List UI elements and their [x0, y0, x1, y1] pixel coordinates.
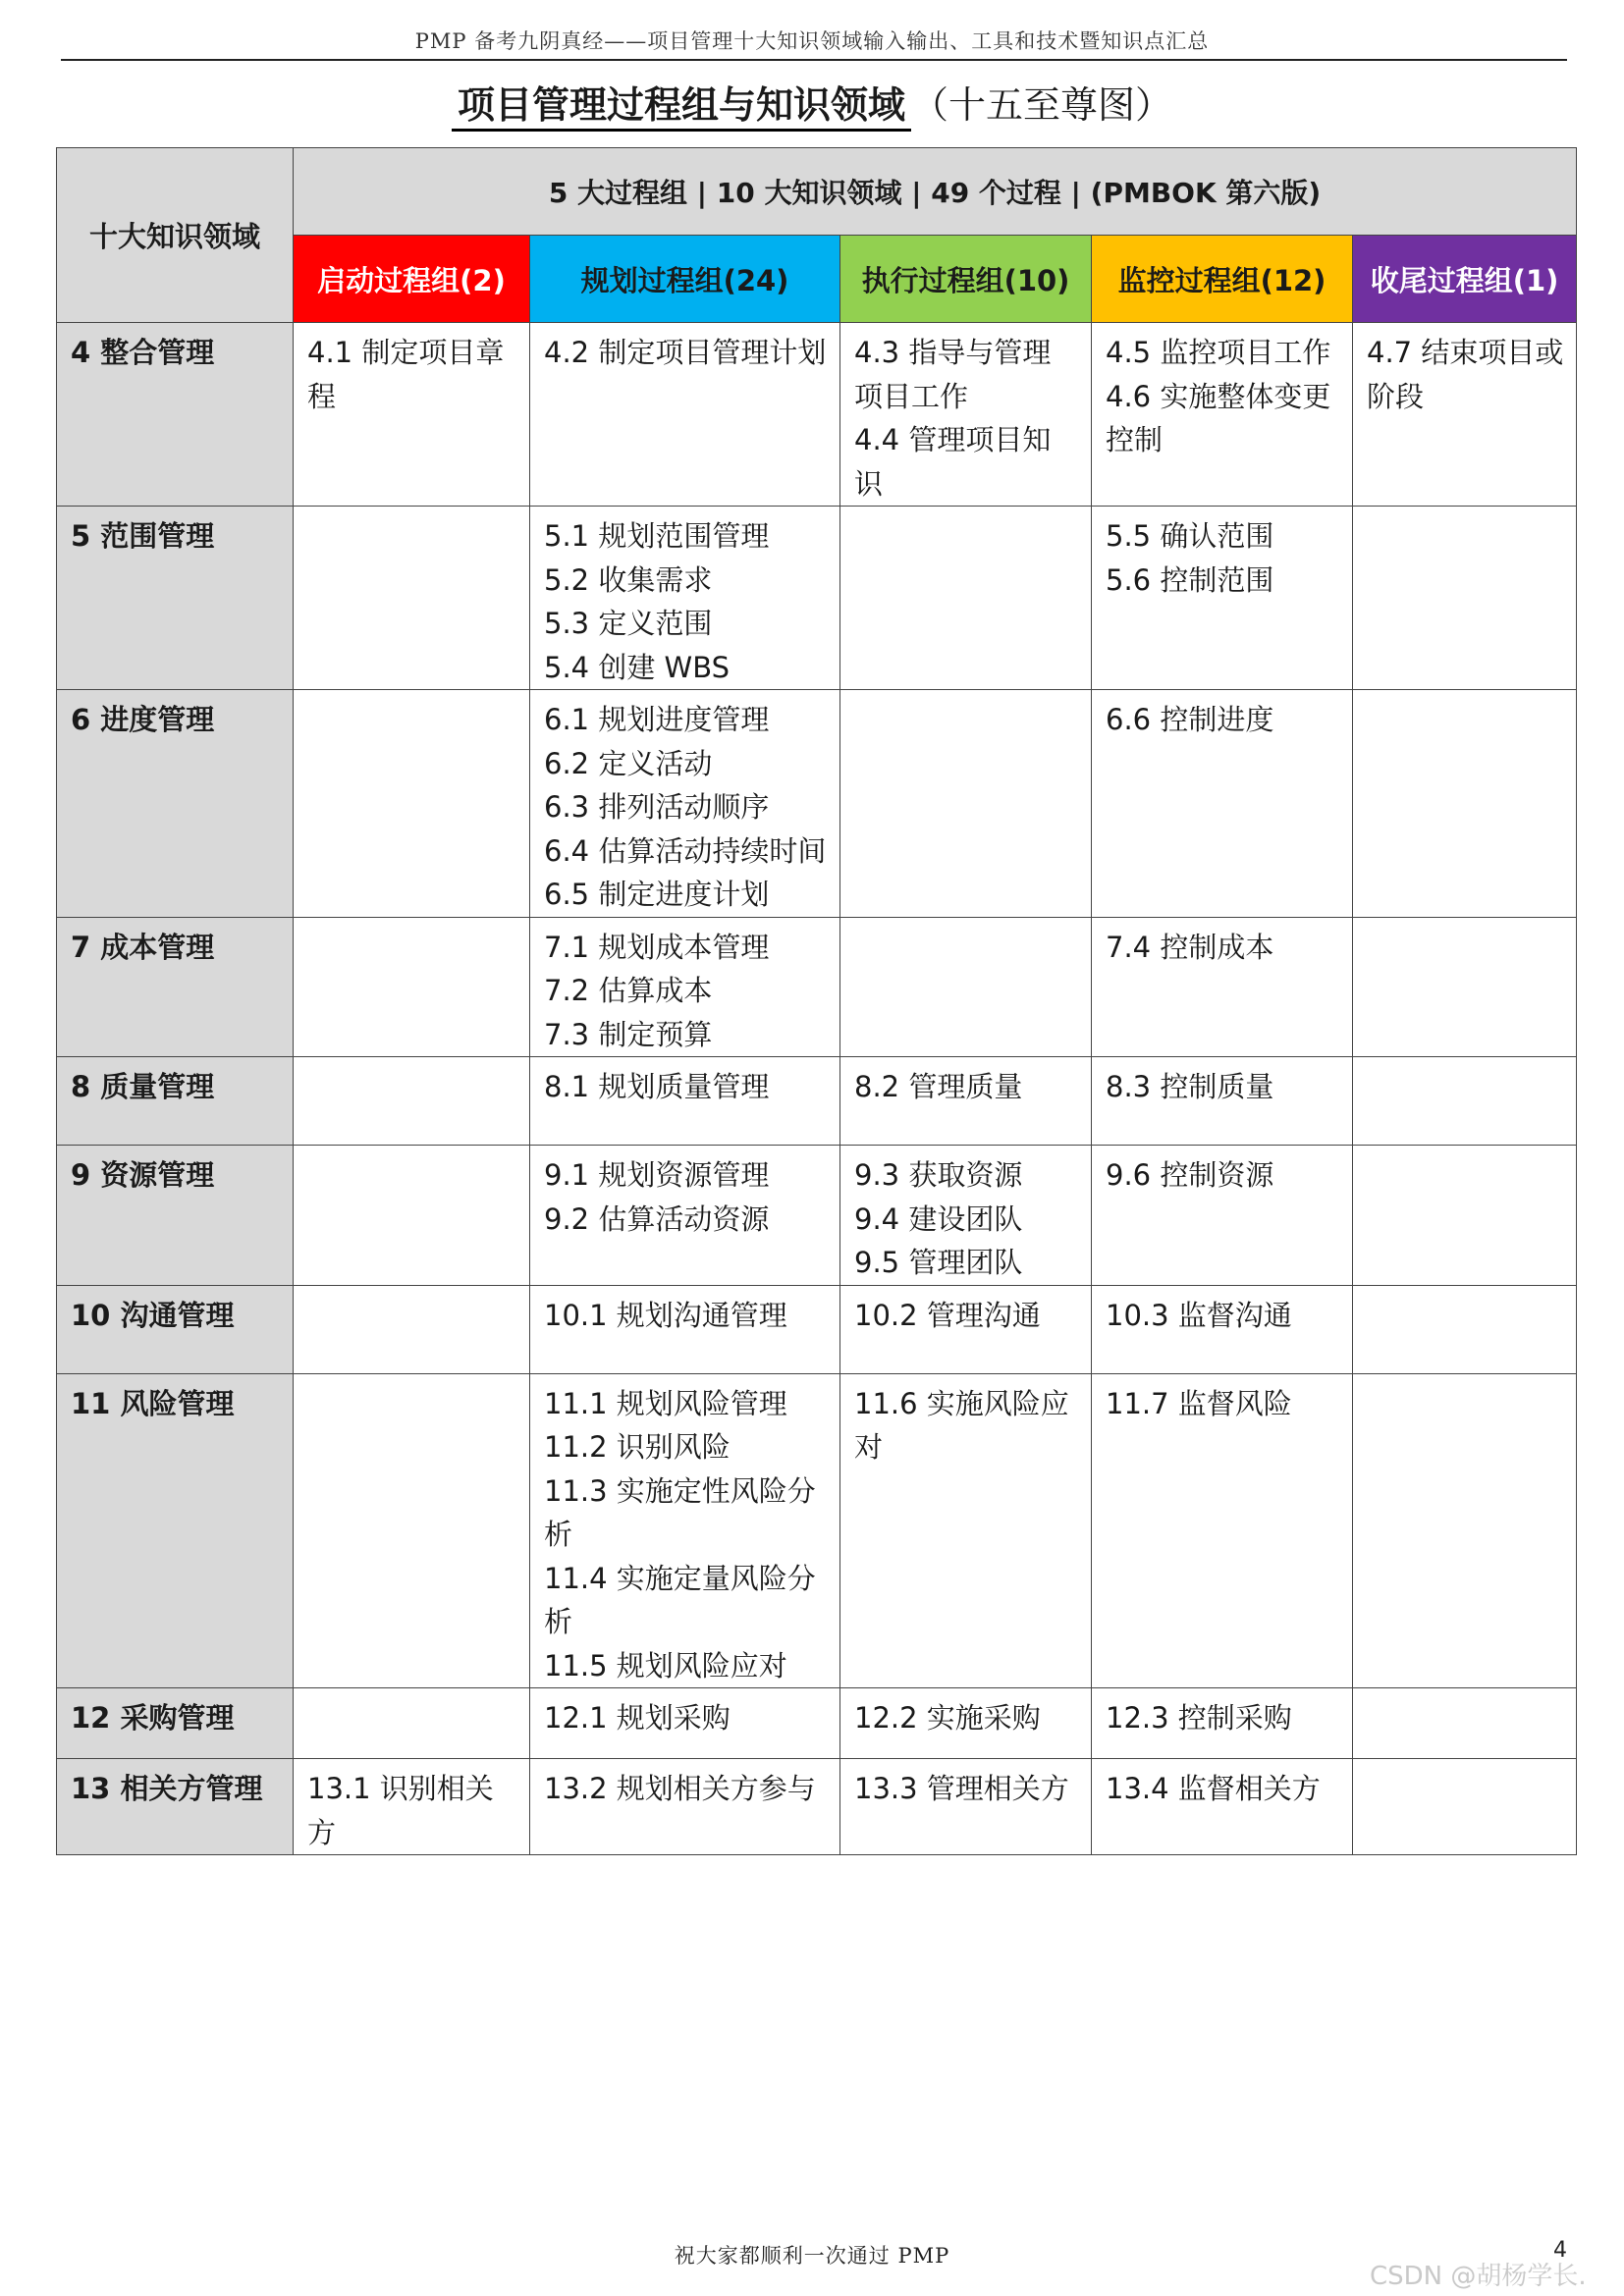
process-list	[840, 1146, 1091, 1285]
process-item: 7.1 规划成本管理	[544, 930, 770, 964]
process-item: 8.1 规划质量管理	[544, 1070, 770, 1103]
table-row	[57, 1057, 1577, 1146]
table-summary: 5 大过程组 | 10 大知识领域 | 49 个过程 | (PMBOK 第六版)	[294, 148, 1577, 236]
process-cell	[840, 1688, 1092, 1759]
process-item: 6.2 定义活动	[544, 746, 713, 780]
process-item: 13.3 管理相关方	[854, 1772, 1069, 1805]
process-item: 9.2 估算活动资源	[544, 1201, 770, 1236]
table-row	[57, 507, 1577, 690]
table-row	[57, 1759, 1577, 1855]
process-cell	[840, 1057, 1092, 1146]
process-item: 11.7 监督风险	[1106, 1386, 1292, 1420]
process-list	[840, 1286, 1091, 1338]
process-list	[530, 1146, 839, 1241]
process-item: 9.4 建设团队	[854, 1201, 1023, 1236]
process-item: 11.3 实施定性风险分析	[544, 1473, 816, 1551]
process-cell	[1353, 507, 1577, 690]
title-main: 项目管理过程组与知识领域	[452, 83, 911, 132]
process-cell	[1353, 917, 1577, 1057]
process-item: 10.1 规划沟通管理	[544, 1298, 787, 1332]
knowledge-area-name: 8 质量管理	[71, 1070, 215, 1103]
process-cell	[294, 1759, 530, 1855]
process-cell	[530, 323, 840, 507]
header-rule	[61, 59, 1567, 61]
process-cell	[1092, 1285, 1353, 1373]
process-cell	[1092, 1057, 1353, 1146]
process-item: 12.3 控制采购	[1106, 1701, 1292, 1735]
process-cell	[294, 1285, 530, 1373]
knowledge-area-cell	[57, 507, 294, 690]
process-item: 6.4 估算活动持续时间	[544, 833, 827, 868]
table-row	[57, 1285, 1577, 1373]
process-cell	[840, 507, 1092, 690]
process-cell	[1092, 1146, 1353, 1286]
process-cell	[1092, 917, 1353, 1057]
process-item: 9.5 管理团队	[854, 1246, 1023, 1279]
group-monitoring: 监控过程组(12)	[1092, 236, 1353, 323]
process-item: 11.6 实施风险应对	[854, 1386, 1069, 1464]
process-item: 5.2 收集需求	[544, 562, 713, 597]
process-list	[294, 1759, 529, 1854]
process-cell	[294, 1688, 530, 1759]
knowledge-area-name: 10 沟通管理	[71, 1298, 235, 1332]
process-list	[1092, 507, 1352, 602]
process-list	[840, 323, 1091, 506]
page-footer: 祝大家都顺利一次通过 PMP	[674, 2244, 950, 2268]
title-subtitle: （十五至尊图）	[911, 83, 1173, 127]
process-list	[1092, 1286, 1352, 1338]
process-list	[840, 1688, 1091, 1740]
knowledge-area-cell	[57, 1285, 294, 1373]
watermark: CSDN @胡杨学长.	[1370, 2262, 1587, 2291]
process-cell	[840, 917, 1092, 1057]
process-list	[1092, 323, 1352, 462]
knowledge-areas-header: 十大知识领域	[57, 148, 294, 323]
process-list	[1092, 1374, 1352, 1426]
process-item: 4.6 实施整体变更控制	[1106, 379, 1331, 456]
process-cell	[1353, 1146, 1577, 1286]
process-item: 11.4 实施定量风险分析	[544, 1561, 816, 1638]
process-item: 11.2 识别风险	[544, 1430, 731, 1464]
group-executing: 执行过程组(10)	[840, 236, 1092, 323]
process-item: 6.1 规划进度管理	[544, 703, 770, 736]
group-closing: 收尾过程组(1)	[1353, 236, 1577, 323]
process-cell	[1353, 690, 1577, 918]
process-cell	[840, 323, 1092, 507]
process-cell	[294, 323, 530, 507]
process-list	[1092, 1146, 1352, 1198]
process-list	[530, 918, 839, 1057]
process-cell	[530, 1146, 840, 1286]
process-cell	[1353, 323, 1577, 507]
knowledge-area-name: 4 整合管理	[71, 336, 215, 369]
knowledge-area-name: 7 成本管理	[71, 930, 215, 964]
process-list	[1092, 1759, 1352, 1811]
knowledge-area-name: 12 采购管理	[71, 1701, 235, 1735]
process-cell	[840, 690, 1092, 918]
table-row	[57, 917, 1577, 1057]
process-cell	[1353, 1759, 1577, 1855]
process-item: 4.4 管理项目知识	[854, 423, 1052, 501]
process-list	[530, 507, 839, 689]
knowledge-area-cell	[57, 323, 294, 507]
knowledge-area-cell	[57, 1688, 294, 1759]
knowledge-area-cell	[57, 1057, 294, 1146]
process-item: 12.2 实施采购	[854, 1701, 1041, 1735]
table-row	[57, 1373, 1577, 1688]
process-cell	[294, 1146, 530, 1286]
process-item: 13.4 监督相关方	[1106, 1772, 1321, 1805]
process-item: 9.6 控制资源	[1106, 1158, 1274, 1192]
process-knowledge-table	[56, 147, 1577, 1855]
table-summary-row	[57, 148, 1577, 236]
process-list	[294, 323, 529, 418]
process-item: 8.2 管理质量	[854, 1070, 1023, 1103]
group-initiating: 启动过程组(2)	[294, 236, 530, 323]
process-list	[840, 1374, 1091, 1469]
process-item: 13.2 规划相关方参与	[544, 1772, 816, 1805]
process-list	[1092, 918, 1352, 970]
process-list	[530, 1688, 839, 1740]
process-cell	[1092, 1759, 1353, 1855]
process-cell	[294, 917, 530, 1057]
process-item: 5.4 创建 WBS	[544, 650, 731, 684]
process-list	[530, 690, 839, 917]
process-list	[530, 1286, 839, 1338]
process-item: 10.3 监督沟通	[1106, 1298, 1292, 1332]
table-row	[57, 1146, 1577, 1286]
process-cell	[530, 1373, 840, 1688]
process-cell	[840, 1759, 1092, 1855]
process-item: 4.1 制定项目章程	[307, 336, 505, 413]
table-body	[57, 323, 1577, 1855]
process-cell	[1353, 1057, 1577, 1146]
knowledge-area-cell	[57, 690, 294, 918]
table-row	[57, 690, 1577, 918]
knowledge-area-cell	[57, 917, 294, 1057]
page-number: 4	[1553, 2238, 1567, 2263]
process-cell	[1092, 323, 1353, 507]
process-cell	[1353, 1285, 1577, 1373]
knowledge-area-name: 11 风险管理	[71, 1386, 235, 1420]
process-list	[530, 1759, 839, 1811]
process-item: 5.6 控制范围	[1106, 562, 1274, 597]
process-cell	[530, 1057, 840, 1146]
process-item: 12.1 规划采购	[544, 1701, 731, 1735]
process-cell	[1092, 507, 1353, 690]
process-list	[530, 323, 839, 375]
knowledge-area-name: 9 资源管理	[71, 1158, 215, 1192]
process-cell	[294, 690, 530, 918]
process-item: 7.2 估算成本	[544, 974, 713, 1007]
process-item: 7.4 控制成本	[1106, 930, 1274, 964]
knowledge-area-name: 6 进度管理	[71, 703, 215, 736]
process-list	[530, 1374, 839, 1688]
process-cell	[1353, 1373, 1577, 1688]
knowledge-area-name: 5 范围管理	[71, 519, 215, 553]
table-row	[57, 1688, 1577, 1759]
process-cell	[1092, 690, 1353, 918]
page-header: PMP 备考九阴真经——项目管理十大知识领域输入输出、工具和技术暨知识点汇总	[414, 29, 1210, 53]
process-item: 7.3 制定预算	[544, 1017, 713, 1051]
process-item: 6.6 控制进度	[1106, 703, 1274, 736]
process-list	[840, 1057, 1091, 1109]
process-cell	[530, 1759, 840, 1855]
process-item: 13.1 识别相关方	[307, 1772, 494, 1849]
process-cell	[840, 1146, 1092, 1286]
process-list	[530, 1057, 839, 1109]
process-item: 5.1 规划范围管理	[544, 519, 770, 553]
process-item: 9.1 规划资源管理	[544, 1158, 770, 1192]
process-item: 4.5 监控项目工作	[1106, 336, 1331, 369]
process-list	[1092, 1057, 1352, 1109]
table-row	[57, 323, 1577, 507]
process-cell	[294, 1057, 530, 1146]
process-cell	[294, 507, 530, 690]
process-item: 9.3 获取资源	[854, 1158, 1023, 1192]
process-list	[840, 1759, 1091, 1811]
process-item: 10.2 管理沟通	[854, 1298, 1041, 1332]
process-cell	[840, 1373, 1092, 1688]
process-cell	[1092, 1688, 1353, 1759]
knowledge-area-cell	[57, 1759, 294, 1855]
document-title	[0, 80, 1624, 130]
process-item: 11.1 规划风险管理	[544, 1386, 787, 1420]
process-item: 8.3 控制质量	[1106, 1070, 1274, 1103]
knowledge-area-cell	[57, 1373, 294, 1688]
process-list	[1353, 323, 1576, 418]
process-cell	[294, 1373, 530, 1688]
process-cell	[530, 1285, 840, 1373]
process-cell	[530, 917, 840, 1057]
process-list	[1092, 1688, 1352, 1740]
group-planning: 规划过程组(24)	[530, 236, 840, 323]
knowledge-area-cell	[57, 1146, 294, 1286]
process-cell	[1353, 1688, 1577, 1759]
process-item: 4.2 制定项目管理计划	[544, 336, 827, 369]
process-cell	[1092, 1373, 1353, 1688]
process-item: 4.3 指导与管理项目工作	[854, 336, 1052, 413]
process-cell	[530, 1688, 840, 1759]
knowledge-area-name: 13 相关方管理	[71, 1772, 263, 1805]
process-cell	[840, 1285, 1092, 1373]
process-item: 4.7 结束项目或阶段	[1367, 336, 1564, 413]
process-item: 5.3 定义范围	[544, 607, 713, 640]
process-item: 6.3 排列活动顺序	[544, 790, 770, 824]
process-list	[1092, 690, 1352, 742]
process-cell	[530, 507, 840, 690]
process-cell	[530, 690, 840, 918]
process-item: 5.5 确认范围	[1106, 519, 1274, 553]
process-item: 6.5 制定进度计划	[544, 878, 770, 911]
process-item: 11.5 规划风险应对	[544, 1648, 787, 1682]
